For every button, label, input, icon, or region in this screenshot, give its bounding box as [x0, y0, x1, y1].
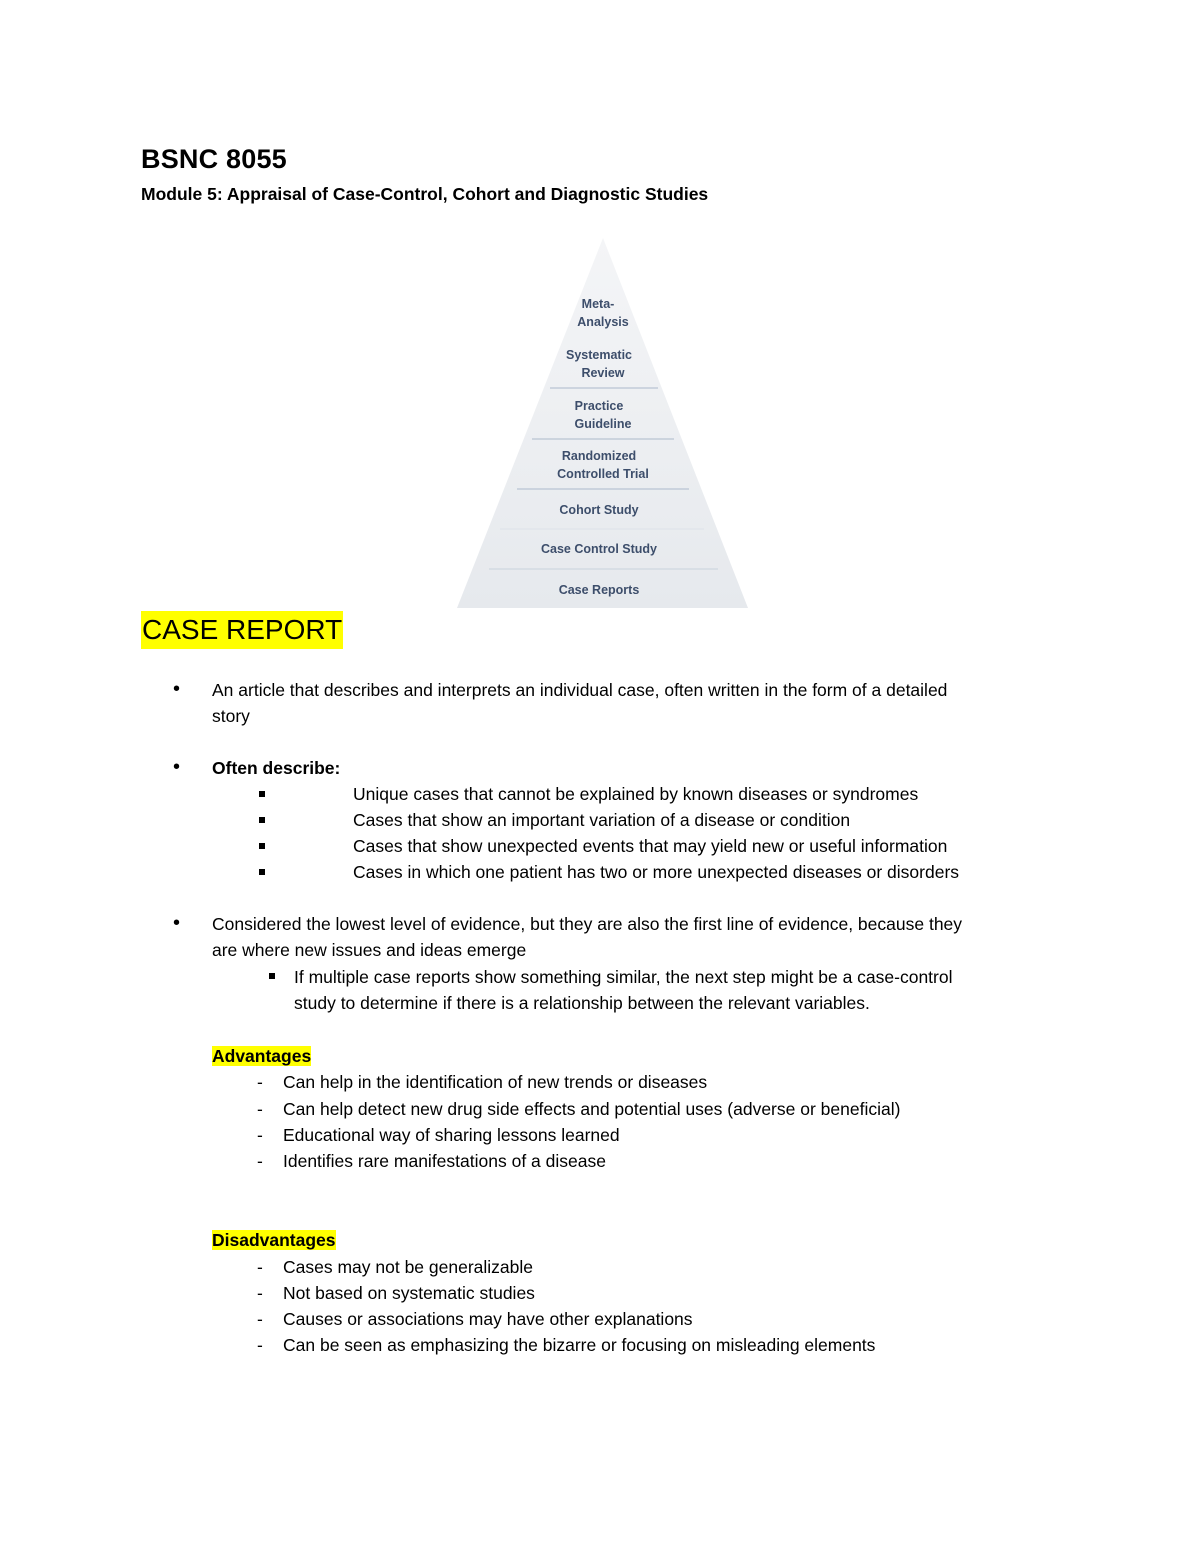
- bullet-text: story: [212, 706, 250, 726]
- sub-bullet-text: Cases in which one patient has two or more unexpected diseases or disorders: [353, 862, 960, 882]
- bullet-label-often-describe: Often describe:: [212, 758, 341, 778]
- advantage-item: Identifies rare manifestations of a disease: [283, 1151, 606, 1171]
- pyramid-level-rct-line2: Controlled Trial: [557, 467, 649, 481]
- bullet-text: Considered the lowest level of evidence, but they are also the first line of evidence, because they: [212, 914, 963, 934]
- dash-bullet: -: [257, 1257, 263, 1277]
- disadvantage-item: Cases may not be generalizable: [283, 1257, 534, 1277]
- disadvantages-heading: Disadvantages: [212, 1230, 336, 1250]
- sub-bullet-text: If multiple case reports show something similar, the next step might be a case-control: [294, 967, 953, 987]
- bullet-text: are where new issues and ideas emerge: [212, 940, 527, 960]
- dash-bullet: -: [257, 1125, 263, 1145]
- dash-bullet: -: [257, 1283, 263, 1303]
- advantage-item: Educational way of sharing lessons learned: [283, 1125, 620, 1145]
- evidence-pyramid: [456, 232, 758, 610]
- sub-bullet-text: Cases that show unexpected events that may yield new or useful information: [353, 836, 948, 856]
- dash-bullet: -: [257, 1309, 263, 1329]
- sub-bullet-text: Cases that show an important variation of a disease or condition: [353, 810, 851, 830]
- pyramid-level-practice-guideline-line1: Practice: [574, 399, 624, 413]
- pyramid-level-meta-analysis-line1: Meta-: [581, 297, 615, 311]
- pyramid-level-meta-analysis-line2: Analysis: [577, 315, 629, 329]
- sub-bullet-text: Unique cases that cannot be explained by known diseases or syndromes: [353, 784, 919, 804]
- pyramid-level-rct-line1: Randomized: [561, 449, 637, 463]
- pyramid-level-case-reports: Case Reports: [558, 583, 640, 597]
- module-title: Module 5: Appraisal of Case-Control, Cohort and Diagnostic Studies: [141, 184, 709, 204]
- dash-bullet: -: [257, 1151, 263, 1171]
- sub-bullet-square: [259, 843, 265, 849]
- dash-bullet: -: [257, 1335, 263, 1355]
- dash-bullet: -: [257, 1072, 263, 1092]
- pyramid-level-cohort-study: Cohort Study: [559, 503, 639, 517]
- bullet-dot: •: [173, 756, 181, 778]
- course-code: BSNC 8055: [141, 144, 287, 174]
- disadvantage-item: Can be seen as emphasizing the bizarre or focusing on misleading elements: [283, 1335, 876, 1355]
- bullet-dot: •: [173, 912, 181, 934]
- section-heading-case-report: CASE REPORT: [141, 611, 343, 649]
- advantages-heading: Advantages: [212, 1046, 312, 1066]
- pyramid-level-practice-guideline-line2: Guideline: [574, 417, 632, 431]
- dash-bullet: -: [257, 1099, 263, 1119]
- pyramid-level-systematic-review-line1: Systematic: [565, 348, 633, 362]
- sub-bullet-text: study to determine if there is a relationship between the relevant variables.: [294, 993, 870, 1013]
- disadvantage-item: Not based on systematic studies: [283, 1283, 535, 1303]
- pyramid-level-case-control-study: Case Control Study: [541, 542, 657, 556]
- advantage-item: Can help detect new drug side effects and potential uses (adverse or beneficial): [283, 1099, 901, 1119]
- bullet-text: An article that describes and interprets an individual case, often written in the form of a detailed: [212, 680, 948, 700]
- bullet-dot: •: [173, 678, 181, 700]
- sub-bullet-square: [259, 791, 265, 797]
- sub-bullet-square: [259, 817, 265, 823]
- sub-bullet-square: [259, 869, 265, 875]
- disadvantage-item: Causes or associations may have other explanations: [283, 1309, 693, 1329]
- sub-bullet-square: [269, 973, 275, 979]
- pyramid-level-systematic-review-line2: Review: [581, 366, 625, 380]
- advantage-item: Can help in the identification of new trends or diseases: [283, 1072, 708, 1092]
